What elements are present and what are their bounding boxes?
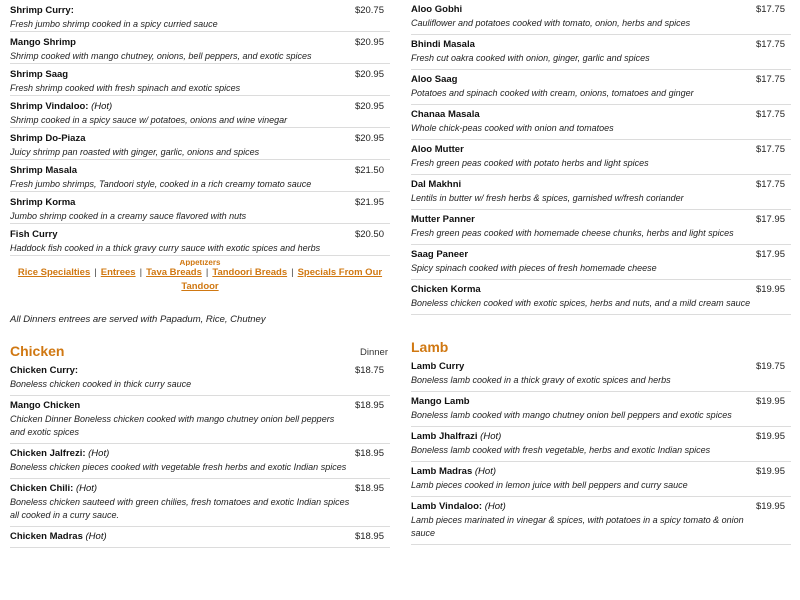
item-price: $17.95 [755, 249, 785, 260]
item-price: $20.50 [354, 229, 384, 240]
item-price: $17.75 [755, 4, 785, 15]
menu-item [411, 105, 791, 140]
item-price: $20.95 [354, 69, 384, 80]
item-name-line [10, 68, 68, 81]
item-description: Fresh jumbo shrimp cooked in a spicy curried sauce [10, 19, 218, 29]
item-name: Chicken Curry: [10, 365, 79, 376]
item-name: Shrimp Vindaloo: [10, 101, 89, 112]
item-price: $19.75 [755, 361, 785, 372]
menu-item [10, 396, 390, 444]
item-price: $18.95 [354, 483, 384, 494]
menu-item [411, 140, 791, 175]
item-heat-tag: (Hot) [85, 531, 107, 542]
item-description: Boneless lamb cooked in a thick gravy of exotic spices and herbs [411, 375, 671, 385]
item-description: Lamb pieces marinated in vinegar & spices, with potatoes in a spicy tomato & onion sauce [411, 515, 744, 538]
item-name: Lamb Curry [411, 361, 465, 372]
section-title-lamb: Lamb [411, 339, 449, 355]
menu-item [411, 35, 791, 70]
item-description: Haddock fish cooked in a thick gravy curry sauce with exotic spices and herbs [10, 243, 321, 253]
item-price: $17.75 [755, 179, 785, 190]
item-name-line [411, 38, 791, 51]
menu-item [10, 32, 390, 64]
item-price: $17.75 [755, 109, 785, 120]
menu-item [10, 361, 390, 396]
item-description: Fresh cut oakra cooked with onion, ginger, garlic and spices [411, 53, 650, 63]
item-description: Boneless chicken cooked with exotic spices, herbs and nuts, and a mild cream sauce [411, 298, 751, 308]
link-tava-breads[interactable]: Tava Breads [146, 267, 202, 278]
item-heat-tag: (Hot) [91, 101, 113, 112]
item-name-line [10, 447, 390, 460]
item-name-line [411, 213, 791, 226]
item-description: Fresh shrimp cooked with fresh spinach and exotic spices [10, 83, 241, 93]
item-price: $18.95 [354, 531, 384, 542]
item-description: Jumbo shrimp cooked in a creamy sauce flavored with nuts [10, 211, 247, 221]
item-name-line [10, 364, 390, 377]
item-name: Fish Curry [10, 229, 58, 240]
item-description: Boneless chicken cooked in thick curry sauce [10, 379, 192, 389]
item-name-line [411, 178, 791, 191]
item-name: Mutter Panner [411, 214, 475, 225]
item-name: Shrimp Masala [10, 165, 78, 176]
item-description: Juicy shrimp pan roasted with ginger, garlic, onions and spices [10, 147, 260, 157]
item-description: Shrimp cooked in a spicy sauce w/ potatoes, onions and wine vinegar [10, 115, 288, 125]
item-name-line [411, 465, 791, 478]
item-name: Mango Shrimp [10, 37, 76, 48]
item-price: $19.95 [755, 431, 785, 442]
item-name-line [10, 399, 390, 412]
item-name-line [10, 530, 390, 543]
menu-item [411, 462, 791, 497]
item-price: $18.95 [354, 400, 384, 411]
link-separator: | [291, 267, 294, 278]
item-name-line [411, 500, 791, 513]
item-description: Lamb pieces cooked in lemon juice with bell peppers and curry sauce [411, 480, 688, 490]
item-price: $19.95 [755, 396, 785, 407]
item-heat-tag: (Hot) [75, 483, 98, 494]
menu-category-links [10, 260, 390, 294]
item-price: $17.75 [755, 144, 785, 155]
menu-item [411, 70, 791, 105]
menu-item [411, 392, 791, 427]
item-description: Whole chick-peas cooked with onion and tomatoes [411, 123, 614, 133]
item-description: Cauliflower and potatoes cooked with tomato, onion, herbs and spices [411, 18, 691, 28]
item-name-line [10, 196, 75, 209]
item-name: Aloo Gobhi [411, 4, 463, 15]
item-description: Spicy spinach cooked with pieces of fresh homemade cheese [411, 263, 657, 273]
item-description: Fresh jumbo shrimps, Tandoori style, cooked in a rich creamy tomato sauce [10, 179, 312, 189]
item-price: $20.95 [354, 37, 384, 48]
section-subtitle-dinner: Dinner [360, 347, 388, 358]
item-name-line [411, 430, 791, 443]
item-name: Chicken Jalfrezi: [10, 448, 86, 459]
menu-item [10, 64, 390, 96]
item-name-line [10, 164, 77, 177]
item-price: $17.95 [755, 214, 785, 225]
menu-item [10, 527, 390, 548]
item-price: $19.95 [755, 466, 785, 477]
item-name: Chicken Madras [10, 531, 83, 542]
item-price: $18.75 [354, 365, 384, 376]
link-rice-specialties[interactable]: Rice Specialties [17, 267, 91, 278]
item-name-line [10, 228, 58, 241]
item-name-line [411, 395, 791, 408]
item-name: Saag Paneer [411, 249, 469, 260]
item-name: Shrimp Saag [10, 69, 69, 80]
item-name: Shrimp Do-Piaza [10, 133, 86, 144]
menu-item [411, 357, 791, 392]
left-column [10, 0, 390, 548]
item-heat-tag: (Hot) [480, 431, 502, 442]
item-name-line [411, 73, 791, 86]
item-price: $20.75 [354, 5, 384, 16]
item-description: Lentils in butter w/ fresh herbs & spices, garnished w/fresh coriander [411, 193, 684, 203]
link-separator: | [139, 267, 143, 278]
item-description: Boneless lamb cooked with mango chutney onion bell peppers and exotic spices [411, 410, 732, 420]
item-name: Chicken Korma [411, 284, 481, 295]
menu-item [10, 128, 390, 160]
link-entrees[interactable]: Entrees [100, 267, 136, 278]
item-name-line [10, 36, 76, 49]
item-name-line [10, 4, 74, 17]
item-name-line [411, 108, 791, 121]
item-name-line [411, 360, 791, 373]
item-price: $21.50 [354, 165, 384, 176]
item-name: Aloo Saag [411, 74, 458, 85]
lamb-list [411, 357, 791, 545]
menu-item [411, 0, 791, 35]
menu-item [411, 497, 791, 545]
menu-item [411, 280, 791, 315]
item-name-line [411, 283, 791, 296]
item-description: Boneless chicken sauteed with green chilies, fresh tomatoes and exotic Indian spices all cooked in a curry sauce. [10, 497, 350, 520]
item-name: Aloo Mutter [411, 144, 464, 155]
item-price: $20.95 [354, 101, 384, 112]
item-name: Shrimp Curry: [10, 5, 74, 16]
item-name-line [411, 3, 791, 16]
menu-item [10, 444, 390, 479]
item-heat-tag: (Hot) [474, 466, 497, 477]
lamb-section-header [411, 339, 791, 357]
item-price: $17.75 [755, 39, 785, 50]
chicken-section-header [10, 343, 390, 361]
link-appetizers-partial[interactable]: Appetizers [179, 260, 221, 266]
item-name: Lamb Jhalfrazi [411, 431, 478, 442]
item-name: Lamb Madras [411, 466, 473, 477]
menu-item [10, 192, 390, 224]
menu-item [411, 175, 791, 210]
item-price: $17.75 [755, 74, 785, 85]
section-title-chicken: Chicken [10, 343, 65, 359]
item-description: Potatoes and spinach cooked with cream, onions, tomatoes and ginger [411, 88, 694, 98]
item-price: $20.95 [354, 133, 384, 144]
item-price: $19.95 [755, 284, 785, 295]
menu-item [10, 224, 390, 256]
menu-item [411, 427, 791, 462]
item-price: $19.95 [755, 501, 785, 512]
dinner-note: All Dinners entrees are served with Papadum, Rice, Chutney [10, 314, 266, 325]
item-name: Dal Makhni [411, 179, 462, 190]
link-tandoori-breads[interactable]: Tandoori Breads [212, 267, 288, 278]
menu-item [411, 210, 791, 245]
item-name-line [10, 100, 112, 113]
item-name-line [10, 482, 390, 495]
item-price: $21.95 [354, 197, 384, 208]
item-name: Lamb Vindaloo: [411, 501, 483, 512]
item-name: Mango Lamb [411, 396, 470, 407]
menu-item [10, 479, 390, 527]
item-name: Bhindi Masala [411, 39, 475, 50]
item-name: Chanaa Masala [411, 109, 480, 120]
link-specials-from-tandoor[interactable]: Specials From Our Tandoor [181, 267, 383, 292]
item-heat-tag: (Hot) [484, 501, 506, 512]
item-name: Chicken Chili: [10, 483, 74, 494]
menu-item [10, 0, 390, 32]
menu-item [10, 160, 390, 192]
shrimp-fish-list [10, 0, 390, 256]
item-heat-tag: (Hot) [88, 448, 110, 459]
item-description: Boneless lamb cooked with fresh vegetable, herbs and exotic Indian spices [411, 445, 711, 455]
link-separator: | [94, 267, 97, 278]
link-separator: | [205, 267, 209, 278]
item-name-line [411, 143, 791, 156]
item-name-line [411, 248, 791, 261]
item-description: Shrimp cooked with mango chutney, onions, bell peppers, and exotic spices [10, 51, 312, 61]
item-price: $18.95 [354, 448, 384, 459]
item-name-line [10, 132, 86, 145]
vegetable-list [411, 0, 791, 315]
item-name: Mango Chicken [10, 400, 81, 411]
item-description: Fresh green peas cooked with homemade cheese chunks, herbs and light spices [411, 228, 734, 238]
item-name: Shrimp Korma [10, 197, 76, 208]
item-description: Boneless chicken pieces cooked with vegetable fresh herbs and exotic Indian spices [10, 462, 347, 472]
chicken-list [10, 361, 390, 548]
menu-item [411, 245, 791, 280]
menu-item [10, 96, 390, 128]
item-description: Chicken Dinner Boneless chicken cooked with mango chutney onion bell peppers and exotic spices [10, 414, 335, 437]
item-description: Fresh green peas cooked with potato herbs and light spices [411, 158, 649, 168]
right-column [411, 0, 791, 545]
